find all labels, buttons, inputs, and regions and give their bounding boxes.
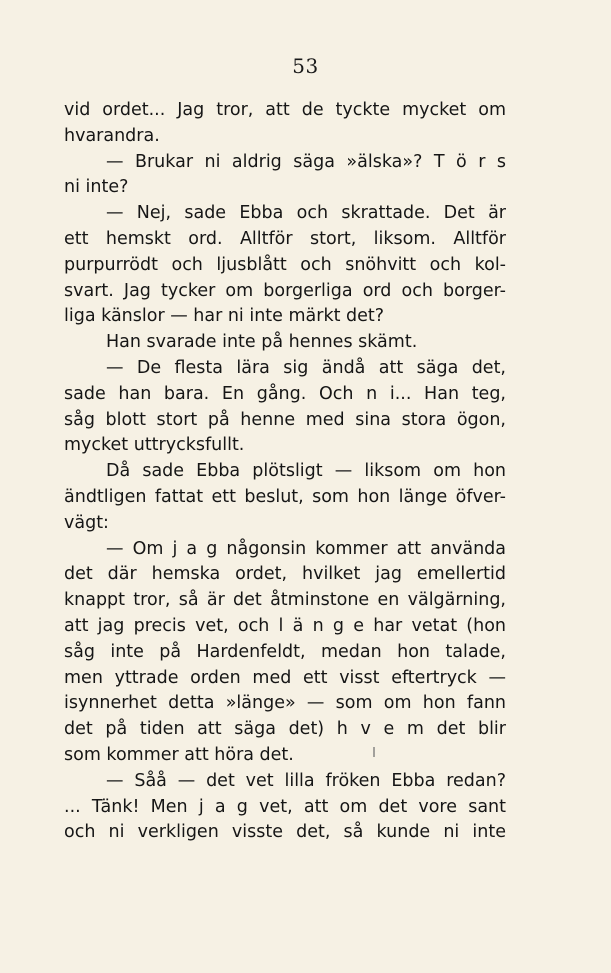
text-line: mycket uttrycksfullt. (64, 435, 245, 456)
text-line: — De flesta lära sig ändå att säga det, (106, 357, 506, 378)
text-line: — Nej, sade Ebba och skrattade. Det är (106, 203, 506, 224)
text-line: sade han bara. En gång. Och n i... Han teg, (64, 383, 506, 404)
text-line: knappt tror, så är det åtminstone en välgärning, (64, 590, 506, 611)
text-line: purpurrödt och ljusblått och snöhvitt och kol- (64, 254, 506, 275)
text-line: det på tiden att säga det) h v e m det blir (64, 719, 506, 740)
text-line: det där hemska ordet, hvilket jag emellertid (64, 564, 506, 585)
text-line: ... Tänk! Men j a g vet, att om det vore sant (64, 796, 506, 817)
text-line: ni inte? (64, 177, 129, 198)
text-line: såg blott stort på henne med sina stora ögon, (64, 409, 506, 430)
text-line: vid ordet... Jag tror, att de tyckte mycket om (64, 100, 506, 120)
body-text (64, 98, 506, 846)
text-line: och ni verkligen visste det, så kunde ni inte (64, 822, 506, 843)
paper-speck (373, 747, 375, 757)
text-line: Han svarade inte på hennes skämt. (106, 332, 418, 353)
text-line: vägt: (64, 512, 109, 533)
text-line: — Om j a g någonsin kommer att använda (106, 538, 506, 559)
text-line: — Såå — det vet lilla fröken Ebba redan? (106, 770, 506, 791)
text-line: ändtligen fattat ett beslut, som hon länge öfver- (64, 486, 506, 507)
text-line: — Brukar ni aldrig säga »älska»? T ö r s (106, 151, 506, 172)
text-line: Då sade Ebba plötsligt — liksom om hon (106, 461, 506, 482)
text-line: liga känslor — har ni inte märkt det? (64, 306, 385, 327)
text-line: isynnerhet detta »länge» — som om hon fann (64, 693, 506, 714)
text-line: som kommer att höra det. (64, 744, 294, 765)
text-line: men yttrade orden med ett visst eftertryck — (64, 667, 506, 688)
text-line: ett hemskt ord. Alltför stort, liksom. Alltför (64, 228, 506, 249)
text-line: svart. Jag tycker om borgerliga ord och borger- (64, 280, 506, 301)
text-line: att jag precis vet, och l ä n g e har vetat (hon (64, 615, 506, 636)
text-line: såg inte på Hardenfeldt, medan hon talade, (64, 641, 506, 662)
page-number: 53 (292, 54, 319, 78)
text-line: hvarandra. (64, 125, 160, 146)
